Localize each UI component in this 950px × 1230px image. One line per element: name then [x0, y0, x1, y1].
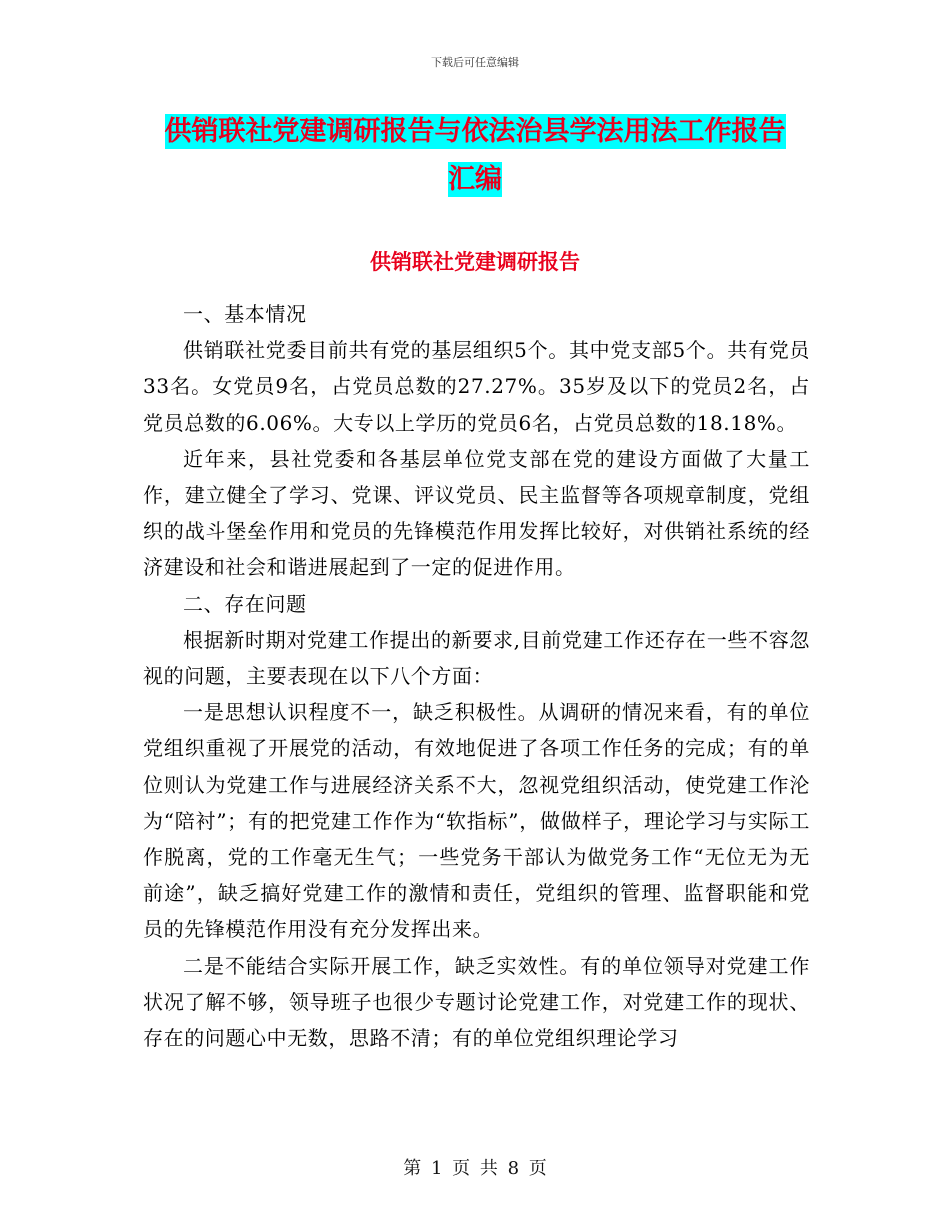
header-note: 下载后可任意编辑: [431, 56, 519, 69]
section-title: 供销联社党建调研报告: [370, 249, 580, 274]
page-number: 第 1 页 共 8 页: [403, 1158, 547, 1179]
paragraph: 一是思想认识程度不一，缺乏积极性。从调研的情况来看，有的单位党组织重视了开展党的活动，有效地促进了各项工作任务的完成；有的单位则认为党建工作与进展经济关系不大，忽视党组织活动，使党建工作沦为“陪衬”；有的把党建工作作为“软指标”，做做样子，理论学习与实际工作脱离，党的工作毫无生气；一些党务干部认为做党务工作“无位无为无前途”，缺乏搞好党建工作的激情和责任，党组织的管理、监督职能和党员的先锋模范作用没有充分发挥出来。: [143, 700, 810, 942]
paragraph: 近年来，县社党委和各基层单位党支部在党的建设方面做了大量工作，建立健全了学习、党课、评议党员、民主监督等各项规章制度，党组织的战斗堡垒作用和党员的先锋模范作用发挥比较好，对供销社系统的经济建设和社会和谐进展起到了一定的促进作用。: [143, 446, 810, 580]
heading-basic-situation: 一、基本情况: [183, 302, 307, 326]
paragraph: 二是不能结合实际开展工作，缺乏实效性。有的单位领导对党建工作状况了解不够，领导班子也很少专题讨论党建工作，对党建工作的现状、存在的问题心中无数，思路不清；有的单位党组织理论学习: [143, 953, 810, 1051]
document-body: [143, 296, 810, 1056]
title-line-1: 供销联社党建调研报告与依法治县学法用法工作报告: [164, 116, 786, 147]
paragraph: 根据新时期对党建工作提出的新要求,目前党建工作还存在一些不容忽视的问题，主要表现在以下八个方面：: [143, 627, 810, 689]
title-line-2: 汇编: [448, 164, 502, 195]
heading-existing-problems: 二、存在问题: [183, 591, 307, 616]
document-title: [140, 108, 810, 204]
paragraph: 供销联社党委目前共有党的基层组织5个。其中党支部5个。共有党员33名。女党员9名，占党员总数的27.27%。35岁及以下的党员2名，占党员总数的6.06%。大专以上学历的党员6名，占党员总数的18.18%。: [143, 338, 810, 435]
